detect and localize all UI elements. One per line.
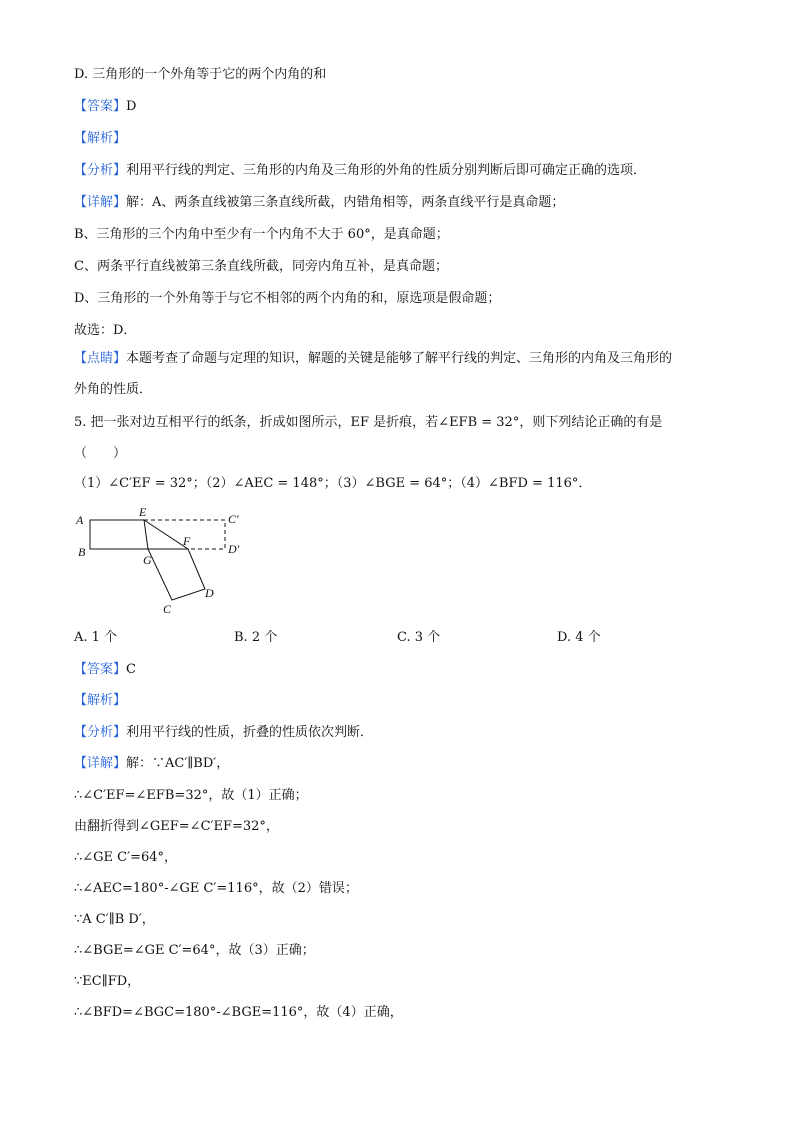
answer-line: 【答案】C <box>74 662 136 677</box>
strip-folded <box>144 520 205 600</box>
text-line: D. 三角形的一个外角等于它的两个内角的和 <box>74 67 327 82</box>
text-line: ∴∠BGE=∠GE C′=64°，故（3）正确； <box>74 943 315 958</box>
label-B: B <box>78 545 86 559</box>
text-line: C、两条平行直线被第三条直线所截，同旁内角互补，是真命题； <box>74 259 448 274</box>
strip-left <box>90 520 148 549</box>
comment-line: 【点睛】本题考查了命题与定理的知识，解题的关键是能够了解平行线的判定、三角形的内角及三角形的 <box>74 351 673 366</box>
answer-line: 【答案】D <box>74 99 137 114</box>
label-A: A <box>76 513 84 527</box>
label-C: C <box>163 602 172 616</box>
text-line: 故选：D． <box>74 323 137 338</box>
detail-line: 【详解】解：A、两条直线被第三条直线所截，内错角相等，两条直线平行是真命题； <box>74 195 565 210</box>
text-line: ∵A C′∥B D′， <box>74 912 155 927</box>
folded-strip-figure <box>70 503 270 627</box>
option-b: B. 2 个 <box>234 630 278 645</box>
question-blank: （ ） <box>74 446 127 461</box>
answer-tag: 【答案】 <box>74 662 127 677</box>
label-F: F <box>183 534 191 548</box>
question-statements: （1）∠C′EF = 32°；（2）∠AEC = 148°；（3）∠BGE = 64°；（4）∠BFD = 116°． <box>74 476 592 491</box>
text-line: 由翻折得到∠GEF=∠C′EF=32°， <box>74 819 279 834</box>
label-E: E <box>139 505 147 519</box>
label-C-prime: C′ <box>228 512 239 526</box>
analysis-line: 【分析】利用平行线的判定、三角形的内角及三角形的外角的性质分别判断后即可确定正确的选项． <box>74 163 647 178</box>
text-line: 外角的性质． <box>74 382 153 397</box>
text-line: ∴∠GE C′=64°， <box>74 850 178 865</box>
detail-line: 【详解】解：∵AC′∥BD′， <box>74 756 230 771</box>
text-line: ∴∠BFD=∠BGC=180°-∠BGE=116°，故（4）正确， <box>74 1005 403 1020</box>
text-line: ∴∠C′EF=∠EFB=32°，故（1）正确； <box>74 788 308 803</box>
option-a: A. 1 个 <box>74 630 118 645</box>
analysis-heading: 【解析】 <box>74 131 127 146</box>
label-G: G <box>143 553 152 567</box>
option-d: D. 4 个 <box>557 630 601 645</box>
option-c: C. 3 个 <box>397 630 441 645</box>
text-line: B、三角形的三个内角中至少有一个内角不大于 60°，是真命题； <box>74 227 449 242</box>
text-line: ∵EC∥FD， <box>74 974 141 989</box>
analysis-line: 【分析】利用平行线的性质，折叠的性质依次判断． <box>74 725 374 740</box>
figure-svg <box>70 503 270 623</box>
label-D: D <box>205 586 214 600</box>
label-D-prime: D′ <box>228 542 240 556</box>
text-line: D、三角形的一个外角等于与它不相邻的两个内角的和，原选项是假命题； <box>74 291 501 306</box>
answer-tag: 【答案】 <box>74 99 127 114</box>
analysis-heading: 【解析】 <box>74 693 127 708</box>
text-line: ∴∠AEC=180°-∠GE C′=116°，故（2）错误； <box>74 881 358 896</box>
question-line: 5. 把一张对边互相平行的纸条，折成如图所示，EF 是折痕，若∠EFB = 32°，则下列结论正确的有是 <box>74 415 663 430</box>
